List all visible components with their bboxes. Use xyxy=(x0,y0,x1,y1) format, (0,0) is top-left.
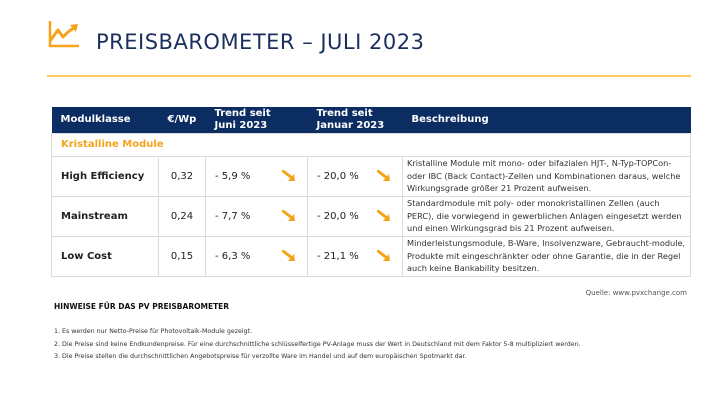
description: Minderleistungsmodule, B-Ware, Insolvenzware, Gebraucht-module, Produkte mit eingeschränkter oder ohne Garantie, die in der Regel auch keine Bankability besitzen. xyxy=(403,236,691,276)
trend-june-value: - 7,7 % xyxy=(215,210,251,222)
trend-january-value: - 20,0 % xyxy=(317,210,359,222)
price-table xyxy=(51,107,691,277)
category-label: Kristalline Module xyxy=(52,133,691,156)
title-divider xyxy=(47,75,691,77)
price-value: 0,32 xyxy=(159,156,206,196)
arrow-down-right-icon xyxy=(282,170,296,182)
arrow-down-right-icon xyxy=(282,210,296,222)
trend-june-cell xyxy=(206,196,308,236)
trend-june-value: - 6,3 % xyxy=(215,250,251,262)
description: Kristalline Module mit mono- oder bifazialen HJT-, N-Typ-TOPCon- oder IBC (Back Contact)-Zellen und Kombinationen daraus, welche Wirkungsgrade größer 21 Prozent aufweisen. xyxy=(403,156,691,196)
description: Standardmodule mit poly- oder monokristallinen Zellen (auch PERC), die vorwiegend in gewerblichen Anlagen eingesetzt werden und einen Wirkungsgrad bis 21 Prozent aufweisen. xyxy=(403,196,691,236)
table-header-row xyxy=(52,107,691,133)
col-header-line: Januar 2023 xyxy=(316,119,385,131)
col-header-modulklasse: Modulklasse xyxy=(52,107,159,133)
note-item: 1. Es werden nur Netto-Preise für Photovoltaik-Module gezeigt. xyxy=(54,328,253,335)
trend-june-value: - 5,9 % xyxy=(215,170,251,182)
notes-list xyxy=(54,326,581,364)
chart-trend-up-icon xyxy=(47,19,81,49)
module-class: Low Cost xyxy=(52,236,159,276)
trend-january-cell xyxy=(308,196,403,236)
trend-june-cell xyxy=(206,236,308,276)
col-header-line: Trend seit xyxy=(214,107,271,119)
price-value: 0,15 xyxy=(159,236,206,276)
trend-june-cell xyxy=(206,156,308,196)
col-header-line: Trend seit xyxy=(316,107,373,119)
source-link[interactable]: Quelle: www.pvxchange.com xyxy=(585,289,687,297)
notes-title: HINWEISE FÜR DAS PV PREISBAROMETER xyxy=(54,302,230,311)
col-header-line: Juni 2023 xyxy=(214,119,268,131)
trend-january-cell xyxy=(308,156,403,196)
note-item: 2. Die Preise sind keine Endkundenpreise. Für eine durchschnittliche schlüsselfertige PV-Anlage muss der Wert in Deutschland mit dem Faktor 5-8 multipliziert werden. xyxy=(54,340,581,348)
category-row xyxy=(52,133,691,156)
page-title: PREISBAROMETER – JULI 2023 xyxy=(96,30,425,54)
trend-january-value: - 20,0 % xyxy=(317,170,359,182)
module-class: High Efficiency xyxy=(52,156,159,196)
note-item: 3. Die Preise stellen die durchschnittlichen Angebotspreise für verzollte Ware im Handel und auf dem europäischen Spotmarkt dar. xyxy=(54,353,467,360)
trend-january-value: - 21,1 % xyxy=(317,250,359,262)
arrow-down-right-icon xyxy=(377,250,391,262)
table-row xyxy=(52,236,691,276)
table-row xyxy=(52,156,691,196)
arrow-down-right-icon xyxy=(377,210,391,222)
module-class: Mainstream xyxy=(52,196,159,236)
col-header-trend-january xyxy=(308,107,403,133)
col-header-trend-june xyxy=(206,107,308,133)
arrow-down-right-icon xyxy=(377,170,391,182)
col-header-description: Beschreibung xyxy=(403,107,691,133)
table-row xyxy=(52,196,691,236)
col-header-price: €/Wp xyxy=(159,107,206,133)
trend-january-cell xyxy=(308,236,403,276)
arrow-down-right-icon xyxy=(282,250,296,262)
price-value: 0,24 xyxy=(159,196,206,236)
